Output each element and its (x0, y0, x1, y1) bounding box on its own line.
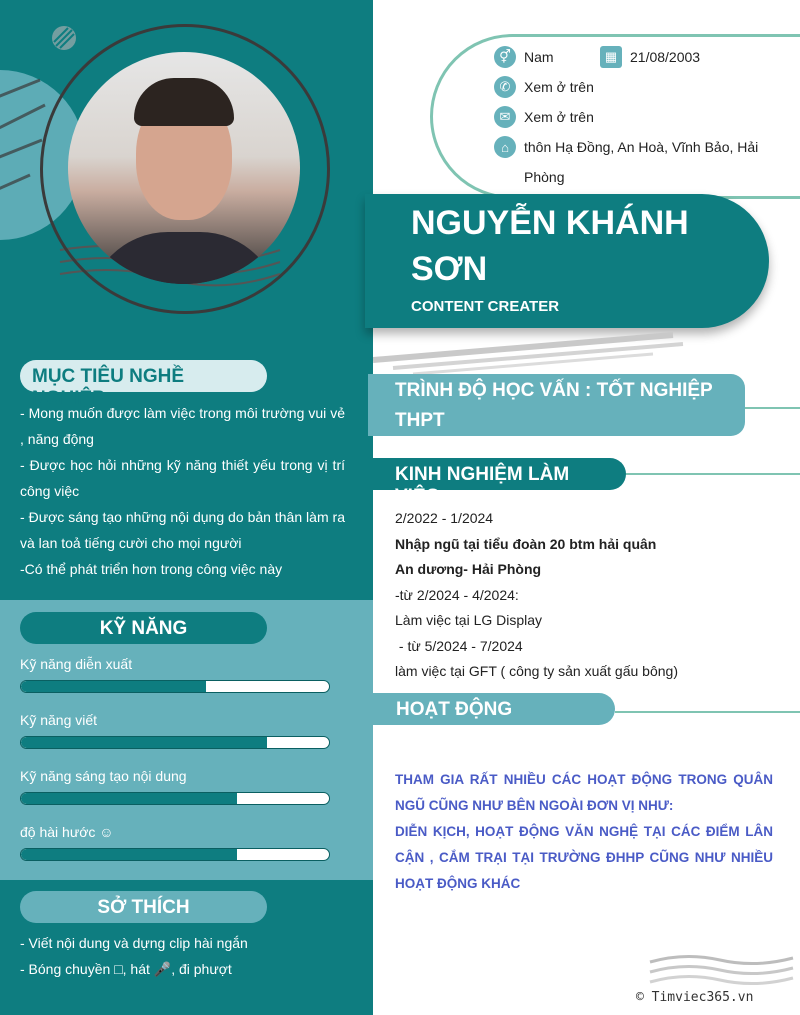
experience-line-text: Làm việc tại LG Display (395, 612, 543, 628)
objective-heading: MỤC TIÊU NGHỀ NGHIỆP (20, 360, 267, 392)
skill-bar-fill (21, 681, 206, 692)
objective-item: - Được sáng tạo những nội dụng do bản thân làm ra và lan toả tiếng cười cho mọi người (20, 509, 345, 551)
brush-strokes (373, 330, 693, 375)
skill-label: độ hài hước ☺ (20, 824, 114, 840)
job-title: CONTENT CREATER (411, 298, 560, 315)
experience-line-text: -từ 2/2024 - 4/2024: (395, 586, 519, 603)
objective-item: -Có thể phát triển hơn trong công việc này (20, 561, 283, 577)
experience-line (626, 473, 800, 475)
home-icon: ⌂ (494, 136, 516, 158)
phone-value: Xem ở trên (524, 79, 594, 95)
experience-line-text: - từ 5/2024 - 7/2024 (395, 637, 523, 654)
skill-bar (20, 736, 330, 749)
objective-list (20, 400, 345, 582)
activities-line (615, 711, 800, 713)
experience-line-text: Nhập ngũ tại tiểu đoàn 20 btm hải quân (395, 535, 657, 552)
decorative-waves (645, 950, 795, 990)
activities-text (395, 767, 773, 897)
skill-bar (20, 848, 330, 861)
address-row (494, 136, 764, 192)
skills-heading: KỸ NĂNG (20, 612, 267, 644)
full-name: NGUYỄN KHÁNH SƠN (411, 204, 689, 288)
skill-label: Kỹ năng diễn xuất (20, 656, 133, 672)
hobby-item: - Bóng chuyền □, hát 🎤, đi phượt (20, 961, 232, 977)
email-row (494, 106, 594, 128)
skill-bar (20, 680, 330, 693)
experience-line-text: 2/2022 - 1/2024 (395, 510, 494, 526)
phone-row (494, 76, 594, 98)
skill-bar (20, 792, 330, 805)
skill-label: Kỹ năng viết (20, 712, 98, 728)
objective-item: - Mong muốn được làm việc trong môi trường vui vẻ , năng động (20, 405, 345, 447)
address-value: thôn Hạ Đồng, An Hoà, Vĩnh Bảo, Hải Phòng (524, 139, 759, 185)
skill-label: Kỹ năng sáng tạo nội dung (20, 768, 187, 784)
gender-icon: ⚥ (494, 46, 516, 68)
skill-bar-fill (21, 737, 267, 748)
experience-list (395, 506, 775, 685)
birthday-value: 21/08/2003 (630, 49, 701, 65)
skill-bar-fill (21, 793, 237, 804)
experience-heading: KINH NGHIỆM LÀM VIỆC (368, 458, 626, 490)
phone-icon: ✆ (494, 76, 516, 98)
activities-para: DIỄN KỊCH, HOẠT ĐỘNG VĂN NGHỆ TẠI CÁC ĐIỂM LÂN CẬN , CẮM TRẠI TẠI TRƯỜNG ĐHHP CŨNG NHƯ NHIỀU HOẠT ĐỘNG KHÁC (395, 824, 773, 891)
hobbies-heading: SỞ THÍCH (20, 891, 267, 923)
skill-bar-fill (21, 849, 237, 860)
gender-value: Nam (524, 49, 554, 65)
calendar-icon: ▦ (600, 46, 622, 68)
experience-line-text: làm việc tại GFT ( công ty sản xuất gấu bông) (395, 663, 678, 679)
activities-heading: HOẠT ĐỘNG (368, 693, 615, 725)
activities-para: THAM GIA RẤT NHIỀU CÁC HOẠT ĐỘNG TRONG QUÂN NGŨ CŨNG NHƯ BÊN NGOÀI ĐƠN VỊ NHƯ: (395, 772, 773, 813)
footer-credit: © Timviec365.vn (636, 990, 754, 1005)
education-line (745, 407, 800, 409)
education-text: TRÌNH ĐỘ HỌC VẤN : TỐT NGHIỆP THPT (395, 380, 713, 431)
birthday-row (600, 46, 700, 68)
objective-item: - Được học hỏi những kỹ năng thiết yếu trong vị trí công việc (20, 457, 345, 499)
profile-photo (68, 52, 300, 284)
hobbies-list (20, 930, 360, 982)
email-value: Xem ở trên (524, 109, 594, 125)
gender-row (494, 46, 554, 68)
mail-icon: ✉ (494, 106, 516, 128)
experience-line-text: An dương- Hải Phòng (395, 561, 542, 577)
hobby-item: - Viết nội dung và dựng clip hài ngắn (20, 935, 248, 951)
